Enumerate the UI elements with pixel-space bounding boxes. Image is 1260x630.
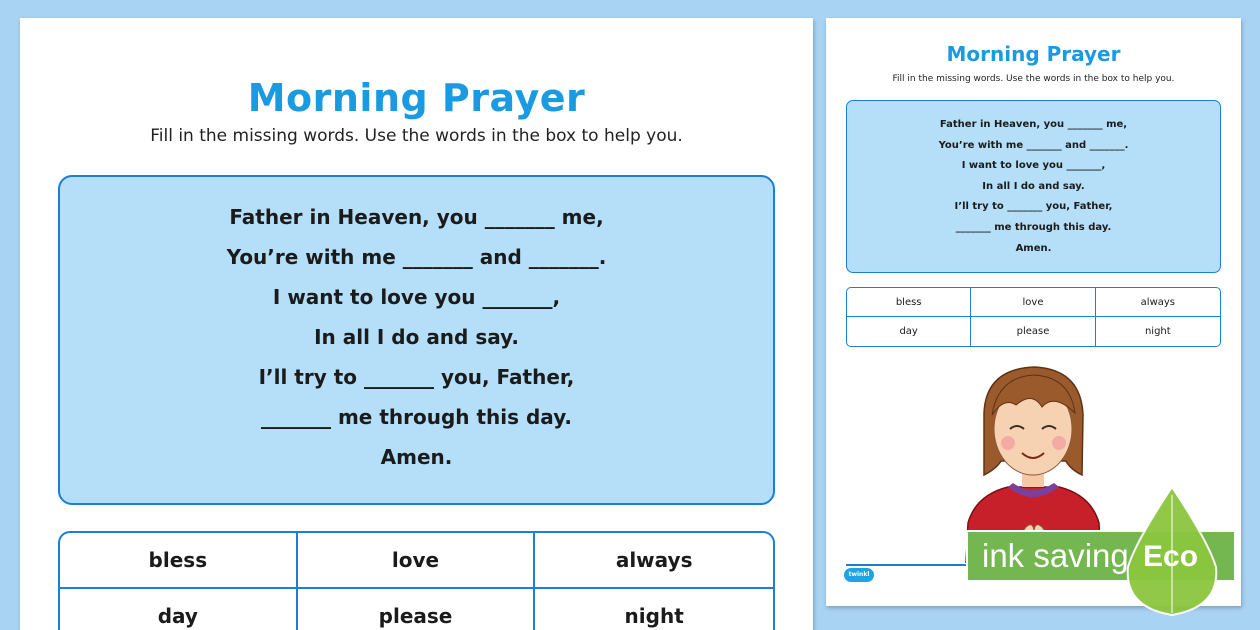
- word-bank-cell: night: [1144, 326, 1171, 337]
- eco-label: Eco: [1143, 540, 1199, 573]
- word-bank-table: [846, 287, 1221, 347]
- twinkl-logo: twinkl: [844, 568, 874, 582]
- poem-line: I want to love you _______,: [961, 160, 1106, 172]
- word-bank-table: [58, 531, 775, 630]
- poem-line: Father in Heaven, you _______ me,: [939, 119, 1128, 130]
- page-title: Morning Prayer: [946, 42, 1121, 66]
- word-bank-cell: day: [60, 589, 298, 630]
- word-bank-cell: bless: [60, 533, 298, 589]
- instructions-text: Fill in the missing words. Use the words in the box to help you.: [892, 74, 1175, 84]
- word-bank-cell: always: [535, 533, 773, 589]
- instructions-text: Fill in the missing words. Use the words in the box to help you.: [150, 126, 683, 146]
- poem-box: [846, 100, 1221, 273]
- poem-line: I’ll try to _______ you, Father,: [954, 201, 1113, 213]
- word-bank-cell: always: [1096, 288, 1220, 317]
- poem-line: I’ll try to _______ you, Father,: [258, 365, 575, 389]
- poem-line: In all I do and say.: [314, 325, 519, 349]
- word-bank-cell: day: [847, 317, 971, 346]
- word-bank-cell: please: [971, 317, 1095, 346]
- page-title: Morning Prayer: [247, 76, 586, 120]
- poem-line: Amen.: [1015, 242, 1052, 254]
- word-bank-cell: night: [535, 589, 773, 630]
- word-bank-cell: love: [971, 288, 1095, 317]
- word-bank-cell: love: [298, 533, 536, 589]
- poem-line: Amen.: [380, 445, 453, 469]
- poem-line: In all I do and say.: [982, 180, 1085, 192]
- worksheet-page-large: [20, 18, 813, 630]
- ink-saving-label: ink saving: [982, 537, 1129, 574]
- eco-ink-saving-badge: [966, 485, 1260, 630]
- poem-line: _______ me through this day.: [260, 405, 572, 429]
- poem-line: You’re with me _______ and _______.: [938, 139, 1129, 151]
- word-bank-cell: bless: [847, 288, 971, 317]
- poem-line: I want to love you _______,: [272, 285, 561, 309]
- poem-line: Father in Heaven, you _______ me,: [229, 205, 604, 229]
- poem-line: You’re with me _______ and _______.: [226, 245, 607, 269]
- poem-line: _______ me through this day.: [955, 221, 1112, 233]
- word-bank-cell: please: [298, 589, 536, 630]
- poem-box: [58, 175, 775, 505]
